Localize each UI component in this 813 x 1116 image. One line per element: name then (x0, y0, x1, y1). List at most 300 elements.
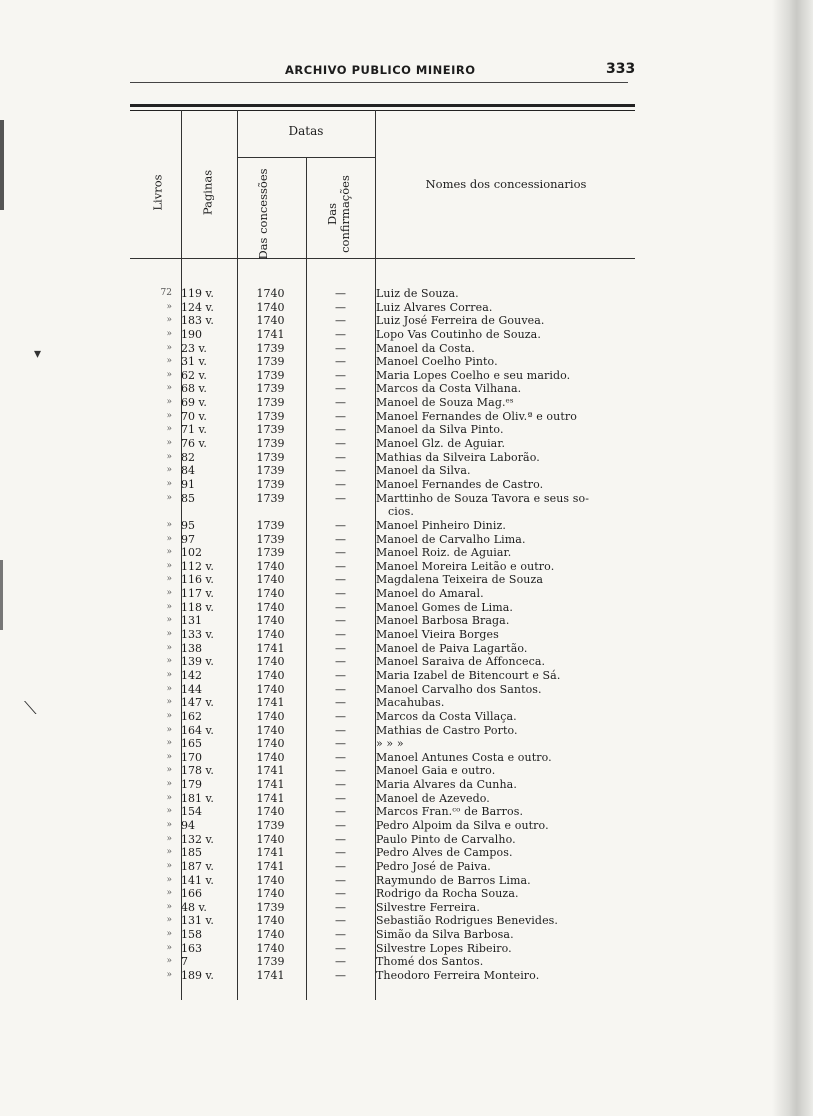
table-row (130, 505, 635, 519)
confirmacao-cell: — (335, 600, 346, 614)
livro-cell: » (166, 738, 172, 749)
confirmacao-cell: — (335, 327, 346, 341)
table-row (130, 628, 635, 642)
pagina-cell: 95 (181, 518, 195, 532)
livro-cell: » (166, 929, 172, 940)
table-row (130, 533, 635, 547)
livro-cell: » (166, 656, 172, 667)
table-top-rule (130, 104, 635, 107)
concessao-cell: 1740 (256, 832, 285, 846)
table-row (130, 955, 635, 969)
pagina-cell: 166 (181, 887, 202, 901)
concessao-cell: 1740 (256, 559, 285, 573)
confirmacao-cell: — (335, 396, 346, 410)
concessao-cell: 1740 (256, 600, 285, 614)
table-row (130, 942, 635, 956)
nome-cell: Manoel de Paiva Lagartão. (376, 641, 528, 655)
nome-cell: Marcos Fran.ᶜᵒ de Barros. (376, 805, 524, 819)
nome-cell: Manoel Moreira Leitão e outro. (376, 559, 555, 573)
pagina-cell: 117 v. (181, 587, 214, 601)
table-row (130, 287, 635, 301)
concessao-cell: 1739 (256, 955, 285, 969)
livro-cell: » (166, 942, 172, 953)
concessao-cell: 1741 (256, 778, 285, 792)
pagina-cell: 142 (181, 668, 202, 682)
nome-cell: Manoel da Costa. (376, 341, 475, 355)
pagina-cell: 82 (181, 450, 195, 464)
nome-cell: Rodrigo da Rocha Souza. (376, 887, 519, 901)
pagina-cell: 69 v. (181, 396, 207, 410)
table-row (130, 396, 635, 410)
table-row (130, 887, 635, 901)
pagina-cell: 102 (181, 546, 202, 560)
livro-cell: » (166, 397, 172, 408)
pagina-cell: 179 (181, 778, 202, 792)
nome-cell: Mathias de Castro Porto. (376, 723, 518, 737)
table-row (130, 451, 635, 465)
header-paginas: Paginas (200, 169, 215, 216)
table-top-rule (130, 110, 635, 111)
pagina-cell: 119 v. (181, 287, 214, 300)
concessao-cell: 1741 (256, 969, 285, 983)
concessao-cell: 1740 (256, 614, 285, 628)
concessao-cell: 1739 (256, 423, 285, 437)
header-livros: Livros (150, 174, 165, 211)
nome-cell: Manoel Glz. de Aguiar. (376, 437, 506, 451)
table-row (130, 724, 635, 738)
confirmacao-cell: — (335, 450, 346, 464)
nome-cell: Maria Lopes Coelho e seu marido. (376, 368, 571, 382)
confirmacao-cell: — (335, 382, 346, 396)
nome-cell: » » » (376, 737, 404, 751)
confirmacao-cell: — (335, 859, 346, 873)
nome-cell: Manoel de Souza Mag.ᵉˢ (376, 396, 514, 410)
pagina-cell: 70 v. (181, 409, 207, 423)
nome-cell: Manoel Carvalho dos Santos. (376, 682, 542, 696)
nome-cell: Silvestre Lopes Ribeiro. (376, 941, 512, 955)
confirmacao-cell: — (335, 628, 346, 642)
livro-cell: » (166, 629, 172, 640)
concessao-cell: 1740 (256, 287, 285, 300)
concessao-cell: 1739 (256, 341, 285, 355)
table-row (130, 423, 635, 437)
concessao-cell: 1739 (256, 437, 285, 451)
nome-cell: Manoel Roiz. de Aguiar. (376, 546, 512, 560)
table-row (130, 614, 635, 628)
livro-cell: » (166, 792, 172, 803)
pagina-cell: 118 v. (181, 600, 214, 614)
concessao-cell: 1740 (256, 914, 285, 928)
livro-cell: » (166, 588, 172, 599)
concessao-cell: 1741 (256, 641, 285, 655)
confirmacao-cell: — (335, 846, 346, 860)
nome-cell: Simão da Silva Barbosa. (376, 928, 514, 942)
confirmacao-cell: — (335, 955, 346, 969)
pagina-cell: 91 (181, 477, 195, 491)
table-row (130, 328, 635, 342)
nome-cell: Manoel Coelho Pinto. (376, 355, 498, 369)
header-das-concessoes: Das concessões (256, 168, 270, 260)
nome-cell: Pedro Alves de Campos. (376, 846, 513, 860)
concessao-cell: 1740 (256, 587, 285, 601)
confirmacao-cell: — (335, 832, 346, 846)
livro-cell: » (166, 669, 172, 680)
livro-cell: » (166, 328, 172, 339)
pagina-cell: 164 v. (181, 723, 214, 737)
concessao-cell: 1739 (256, 518, 285, 532)
pagina-cell: 7 (181, 955, 188, 969)
confirmacao-cell: — (335, 518, 346, 532)
table-row (130, 314, 635, 328)
concessao-cell: 1740 (256, 750, 285, 764)
confirmacao-cell: — (335, 464, 346, 478)
pagina-cell: 112 v. (181, 559, 214, 573)
nome-cell: Magdalena Teixeira de Souza (376, 573, 544, 587)
table-row (130, 519, 635, 533)
confirmacao-cell: — (335, 409, 346, 423)
concessao-cell: 1740 (256, 300, 285, 314)
nome-cell: Macahubas. (376, 696, 445, 710)
concessao-cell: 1739 (256, 368, 285, 382)
pagina-cell: 138 (181, 641, 202, 655)
pagina-cell: 158 (181, 928, 202, 942)
table-row (130, 342, 635, 356)
concessao-cell: 1739 (256, 900, 285, 914)
nome-cell: Pedro José de Paiva. (376, 859, 491, 873)
livro-cell: » (166, 806, 172, 817)
concessao-cell: 1739 (256, 355, 285, 369)
table-header-rule (130, 258, 635, 259)
concessao-cell: 1739 (256, 396, 285, 410)
table-row (130, 901, 635, 915)
confirmacao-cell: — (335, 778, 346, 792)
livro-cell: » (166, 888, 172, 899)
table-row (130, 928, 635, 942)
livro-cell: » (166, 751, 172, 762)
livro-cell: » (166, 478, 172, 489)
pagina-cell: 131 (181, 614, 202, 628)
confirmacao-cell: — (335, 941, 346, 955)
pagina-cell: 133 v. (181, 628, 214, 642)
pagina-cell: 170 (181, 750, 202, 764)
livro-cell: » (166, 765, 172, 776)
pagina-cell: 62 v. (181, 368, 207, 382)
table-row (130, 437, 635, 451)
table-row (130, 655, 635, 669)
table-row (130, 683, 635, 697)
pagina-cell: 147 v. (181, 696, 214, 710)
concessao-cell: 1741 (256, 764, 285, 778)
livro-cell: » (166, 424, 172, 435)
table-row (130, 478, 635, 492)
pagina-cell: 31 v. (181, 355, 207, 369)
confirmacao-cell: — (335, 437, 346, 451)
confirmacao-cell: — (335, 655, 346, 669)
nome-cell: Maria Alvares da Cunha. (376, 778, 517, 792)
concessao-cell: 1740 (256, 573, 285, 587)
concessao-cell: 1740 (256, 668, 285, 682)
confirmacao-cell: — (335, 355, 346, 369)
nome-cell: Theodoro Ferreira Monteiro. (376, 969, 540, 983)
table-row (130, 737, 635, 751)
confirmacao-cell: — (335, 532, 346, 546)
confirmacao-cell: — (335, 750, 346, 764)
nome-cell: Manoel Fernandes de Oliv.ª e outro (376, 409, 577, 423)
livro-cell: » (166, 465, 172, 476)
header-nomes: Nomes dos concessionarios (425, 177, 587, 191)
concessao-cell: 1740 (256, 682, 285, 696)
table-row (130, 710, 635, 724)
livro-cell: » (166, 642, 172, 653)
nome-cell: Sebastião Rodrigues Benevides. (376, 914, 559, 928)
livro-cell: » (166, 383, 172, 394)
livro-cell: » (166, 547, 172, 558)
nome-cell: Paulo Pinto de Carvalho. (376, 832, 516, 846)
nome-cell: Manoel Vieira Borges (376, 628, 499, 642)
table-row (130, 669, 635, 683)
confirmacao-cell: — (335, 300, 346, 314)
table-row (130, 601, 635, 615)
pagina-cell: 68 v. (181, 382, 207, 396)
table-row (130, 546, 635, 560)
table-row (130, 792, 635, 806)
confirmacao-cell: — (335, 477, 346, 491)
pagina-cell: 162 (181, 709, 202, 723)
livro-cell: » (166, 301, 172, 312)
confirmacao-cell: — (335, 491, 346, 505)
concessao-cell: 1740 (256, 873, 285, 887)
concessao-cell: 1741 (256, 846, 285, 860)
pagina-cell: 141 v. (181, 873, 214, 887)
nome-cell: Mathias da Silveira Laborão. (376, 450, 540, 464)
table-row (130, 410, 635, 424)
livro-cell: » (166, 410, 172, 421)
nome-cell: Manoel da Silva Pinto. (376, 423, 504, 437)
concessao-cell: 1739 (256, 477, 285, 491)
confirmacao-cell: — (335, 546, 346, 560)
concessao-cell: 1740 (256, 805, 285, 819)
concessao-cell: 1739 (256, 532, 285, 546)
nome-cell: Manoel de Carvalho Lima. (376, 532, 526, 546)
confirmacao-cell: — (335, 914, 346, 928)
concessao-cell: 1740 (256, 737, 285, 751)
table-row (130, 369, 635, 383)
concessao-cell: 1740 (256, 709, 285, 723)
livro-cell: » (166, 710, 172, 721)
livro-cell: » (166, 970, 172, 981)
nome-cell: Manoel Pinheiro Diniz. (376, 518, 506, 532)
header-datas: Datas (288, 124, 324, 138)
nome-cell: Pedro Alpoim da Silva e outro. (376, 818, 549, 832)
livro-cell: » (166, 492, 172, 503)
table-row (130, 642, 635, 656)
concessao-cell: 1739 (256, 546, 285, 560)
confirmacao-cell: — (335, 423, 346, 437)
confirmacao-cell: — (335, 587, 346, 601)
nome-cell: Marcos da Costa Villaça. (376, 709, 517, 723)
confirmacao-cell: — (335, 341, 346, 355)
nome-cell: Silvestre Ferreira. (376, 900, 480, 914)
livro-cell: » (166, 683, 172, 694)
nome-cell: Manoel de Azevedo. (376, 791, 490, 805)
confirmacao-cell: — (335, 641, 346, 655)
livro-cell: » (166, 533, 172, 544)
nome-cell: Maria Izabel de Bitencourt e Sá. (376, 668, 561, 682)
table-row (130, 751, 635, 765)
nome-cell: Manoel Saraiva de Affonceca. (376, 655, 546, 669)
page-edge-mark (0, 120, 4, 210)
nome-cell: Manoel Antunes Costa e outro. (376, 750, 552, 764)
confirmacao-cell: — (335, 682, 346, 696)
nome-cell: Manoel Gaia e outro. (376, 764, 496, 778)
livro-cell: 72 (160, 288, 172, 298)
concessao-cell: 1741 (256, 696, 285, 710)
livro-cell: » (166, 901, 172, 912)
concessao-cell: 1739 (256, 464, 285, 478)
nome-cell: Manoel do Amaral. (376, 587, 484, 601)
nome-cell: Manoel Barbosa Braga. (376, 614, 510, 628)
livro-cell: » (166, 601, 172, 612)
livro-cell: » (166, 519, 172, 530)
livro-cell: » (166, 697, 172, 708)
concessao-cell: 1739 (256, 491, 285, 505)
pagina-cell: 23 v. (181, 341, 207, 355)
concessao-cell: 1740 (256, 655, 285, 669)
nome-cell: Manoel Gomes de Lima. (376, 600, 514, 614)
nome-cell: Lopo Vas Coutinho de Souza. (376, 327, 541, 341)
nome-cell: Manoel da Silva. (376, 464, 471, 478)
concessao-cell: 1741 (256, 327, 285, 341)
page-number: 333 (606, 61, 636, 77)
nome-cell: Luiz José Ferreira de Gouvea. (376, 314, 545, 328)
confirmacao-cell: — (335, 709, 346, 723)
confirmacao-cell: — (335, 737, 346, 751)
confirmacao-cell: — (335, 764, 346, 778)
livro-cell: » (166, 847, 172, 858)
confirmacao-cell: — (335, 368, 346, 382)
confirmacao-cell: — (335, 887, 346, 901)
pagina-cell: 190 (181, 327, 202, 341)
nome-cell: Luiz Alvares Correa. (376, 300, 493, 314)
table-row (130, 833, 635, 847)
confirmacao-cell: — (335, 559, 346, 573)
concessao-cell: 1739 (256, 409, 285, 423)
table-row (130, 860, 635, 874)
pagina-cell: 132 v. (181, 832, 214, 846)
confirmacao-cell: — (335, 573, 346, 587)
livro-cell: » (166, 860, 172, 871)
table-body (130, 287, 635, 983)
concessao-cell: 1740 (256, 941, 285, 955)
table-row (130, 819, 635, 833)
concessao-cell: 1739 (256, 382, 285, 396)
nome-cell: Raymundo de Barros Lima. (376, 873, 531, 887)
table-row (130, 573, 635, 587)
pagina-cell: 144 (181, 682, 202, 696)
page-gutter-shadow (772, 0, 813, 1116)
concessao-cell: 1739 (256, 818, 285, 832)
pagina-cell: 131 v. (181, 914, 214, 928)
concessao-cell: 1741 (256, 791, 285, 805)
livro-cell: » (166, 560, 172, 571)
confirmacao-cell: — (335, 668, 346, 682)
concessao-cell: 1741 (256, 859, 285, 873)
confirmacao-cell: — (335, 928, 346, 942)
table-row (130, 914, 635, 928)
nome-cell: Thomé dos Santos. (376, 955, 484, 969)
table-row (130, 778, 635, 792)
confirmacao-cell: — (335, 723, 346, 737)
confirmacao-cell: — (335, 287, 346, 300)
table-row (130, 464, 635, 478)
pagina-cell: 97 (181, 532, 195, 546)
livro-cell: » (166, 438, 172, 449)
confirmacao-cell: — (335, 791, 346, 805)
margin-mark: ▾ (34, 346, 42, 362)
page-edge-mark (0, 560, 3, 630)
confirmacao-cell: — (335, 873, 346, 887)
livro-cell: » (166, 315, 172, 326)
table-row (130, 696, 635, 710)
livro-cell: » (166, 956, 172, 967)
table-row (130, 560, 635, 574)
confirmacao-cell: — (335, 805, 346, 819)
livro-cell: » (166, 615, 172, 626)
pagina-cell: 185 (181, 846, 202, 860)
livro-cell: » (166, 779, 172, 790)
pagina-cell: 165 (181, 737, 202, 751)
pagina-cell: 139 v. (181, 655, 214, 669)
pagina-cell: 94 (181, 818, 195, 832)
pagina-cell: 85 (181, 491, 195, 505)
nome-cell: cios. (388, 505, 414, 519)
pagina-cell: 48 v. (181, 900, 207, 914)
livro-cell: » (166, 356, 172, 367)
pagina-cell: 183 v. (181, 314, 214, 328)
table-row (130, 355, 635, 369)
livro-cell: » (166, 915, 172, 926)
livro-cell: » (166, 833, 172, 844)
pagina-cell: 154 (181, 805, 202, 819)
nome-cell: Marttinho de Souza Tavora e seus so- (376, 491, 590, 505)
concessao-cell: 1740 (256, 628, 285, 642)
livro-cell: » (166, 724, 172, 735)
table-row (130, 382, 635, 396)
livro-cell: » (166, 369, 172, 380)
pagina-cell: 187 v. (181, 859, 214, 873)
table-row (130, 805, 635, 819)
pagina-cell: 76 v. (181, 437, 207, 451)
livro-cell: » (166, 451, 172, 462)
nome-cell: Manoel Fernandes de Castro. (376, 477, 544, 491)
pagina-cell: 178 v. (181, 764, 214, 778)
nome-cell: Marcos da Costa Vilhana. (376, 382, 522, 396)
confirmacao-cell: — (335, 314, 346, 328)
confirmacao-cell: — (335, 696, 346, 710)
table-row (130, 764, 635, 778)
concessao-cell: 1740 (256, 314, 285, 328)
table-row (130, 587, 635, 601)
livro-cell: » (166, 819, 172, 830)
pagina-cell: 181 v. (181, 791, 214, 805)
table-row (130, 846, 635, 860)
livro-cell: » (166, 874, 172, 885)
table-row (130, 492, 635, 506)
concessao-cell: 1740 (256, 723, 285, 737)
margin-mark: ⟍ (24, 698, 37, 719)
livro-cell: » (166, 342, 172, 353)
confirmacao-cell: — (335, 900, 346, 914)
